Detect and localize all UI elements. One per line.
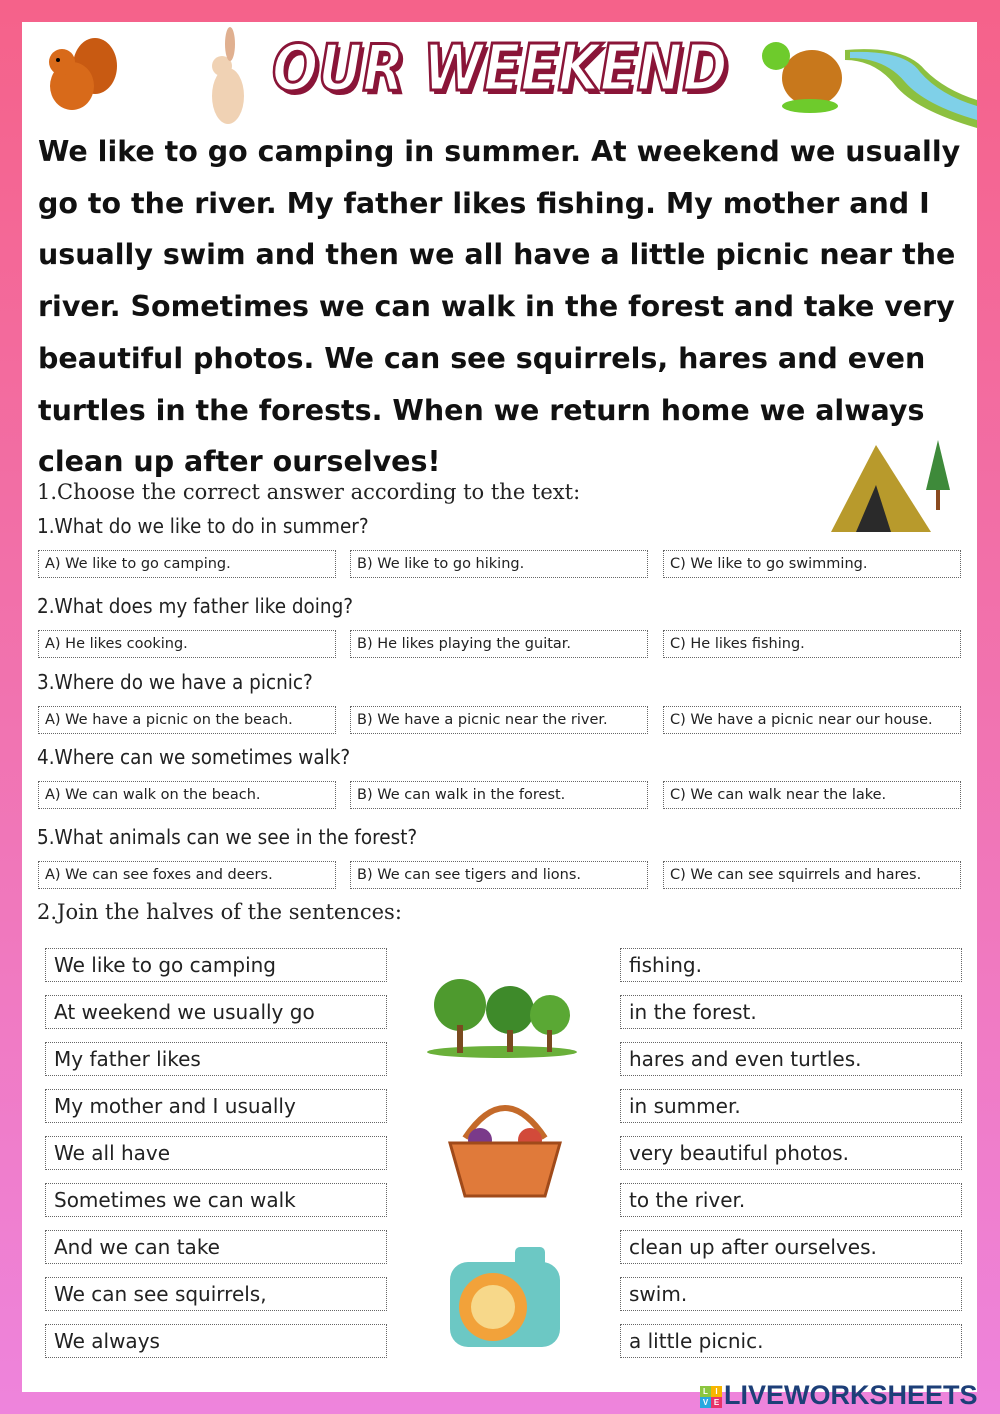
tent-icon (826, 430, 961, 535)
passage-line: clean up after ourselves! (38, 445, 441, 479)
brand-name: LIVEWORKSHEETS (724, 1380, 978, 1410)
page-title: OUR WEEKEND (272, 32, 728, 106)
question-4: 4.Where can we sometimes walk? (37, 745, 351, 769)
question-3: 3.Where do we have a picnic? (37, 670, 313, 694)
match-right-4[interactable]: in summer. (620, 1089, 962, 1123)
passage-line: beautiful photos. We can see squirrels, hares and even (38, 341, 926, 375)
match-left-6[interactable]: Sometimes we can walk (45, 1183, 387, 1217)
forest-icon (425, 970, 580, 1058)
option-1b[interactable]: B) We like to go hiking. (350, 550, 648, 578)
match-left-1[interactable]: We like to go camping (45, 948, 387, 982)
logo-letter: E (711, 1397, 722, 1408)
option-3c[interactable]: C) We have a picnic near our house. (663, 706, 961, 734)
match-right-5[interactable]: very beautiful photos. (620, 1136, 962, 1170)
passage-line: river. Sometimes we can walk in the forest and take very (38, 290, 955, 324)
option-3a[interactable]: A) We have a picnic on the beach. (38, 706, 336, 734)
match-left-4[interactable]: My mother and I usually (45, 1089, 387, 1123)
logo-letter: I (711, 1386, 722, 1397)
logo-mark-icon (700, 1386, 724, 1408)
question-5: 5.What animals can we see in the forest? (37, 825, 418, 849)
option-3b[interactable]: B) We have a picnic near the river. (350, 706, 648, 734)
option-2a[interactable]: A) He likes cooking. (38, 630, 336, 658)
match-right-1[interactable]: fishing. (620, 948, 962, 982)
match-left-9[interactable]: We always (45, 1324, 387, 1358)
option-1a[interactable]: A) We like to go camping. (38, 550, 336, 578)
passage-line: We like to go camping in summer. At weekend we usually (38, 135, 961, 168)
liveworksheets-logo (700, 1380, 978, 1411)
passage-line: turtles in the forests. When we return home we always (38, 393, 925, 427)
camera-icon (445, 1242, 565, 1350)
question-1: 1.What do we like to do in summer? (37, 514, 369, 538)
hare-icon (200, 26, 255, 126)
picnic-basket-icon (445, 1088, 565, 1198)
option-2b[interactable]: B) He likes playing the guitar. (350, 630, 648, 658)
match-left-8[interactable]: We can see squirrels, (45, 1277, 387, 1311)
option-5b[interactable]: B) We can see tigers and lions. (350, 861, 648, 889)
section-2-heading: 2.Join the halves of the sentences: (37, 900, 402, 924)
section-1-heading: 1.Choose the correct answer according to the text: (37, 480, 581, 504)
option-1c[interactable]: C) We like to go swimming. (663, 550, 961, 578)
passage-line: go to the river. My father likes fishing. My mother and I (38, 186, 930, 220)
option-4b[interactable]: B) We can walk in the forest. (350, 781, 648, 809)
option-5a[interactable]: A) We can see foxes and deers. (38, 861, 336, 889)
match-right-7[interactable]: clean up after ourselves. (620, 1230, 962, 1264)
match-left-2[interactable]: At weekend we usually go (45, 995, 387, 1029)
option-4c[interactable]: C) We can walk near the lake. (663, 781, 961, 809)
match-left-3[interactable]: My father likes (45, 1042, 387, 1076)
river-icon (845, 40, 977, 128)
option-2c[interactable]: C) He likes fishing. (663, 630, 961, 658)
logo-letter: V (700, 1397, 711, 1408)
option-4a[interactable]: A) We can walk on the beach. (38, 781, 336, 809)
squirrel-icon (40, 36, 130, 116)
passage-line: usually swim and then we all have a little picnic near the (38, 238, 956, 272)
match-right-3[interactable]: hares and even turtles. (620, 1042, 962, 1076)
match-right-8[interactable]: swim. (620, 1277, 962, 1311)
match-left-7[interactable]: And we can take (45, 1230, 387, 1264)
match-right-2[interactable]: in the forest. (620, 995, 962, 1029)
logo-letter: L (700, 1386, 711, 1397)
match-right-9[interactable]: a little picnic. (620, 1324, 962, 1358)
match-left-5[interactable]: We all have (45, 1136, 387, 1170)
question-2: 2.What does my father like doing? (37, 594, 354, 618)
match-right-6[interactable]: to the river. (620, 1183, 962, 1217)
option-5c[interactable]: C) We can see squirrels and hares. (663, 861, 961, 889)
turtle-icon (760, 36, 845, 116)
